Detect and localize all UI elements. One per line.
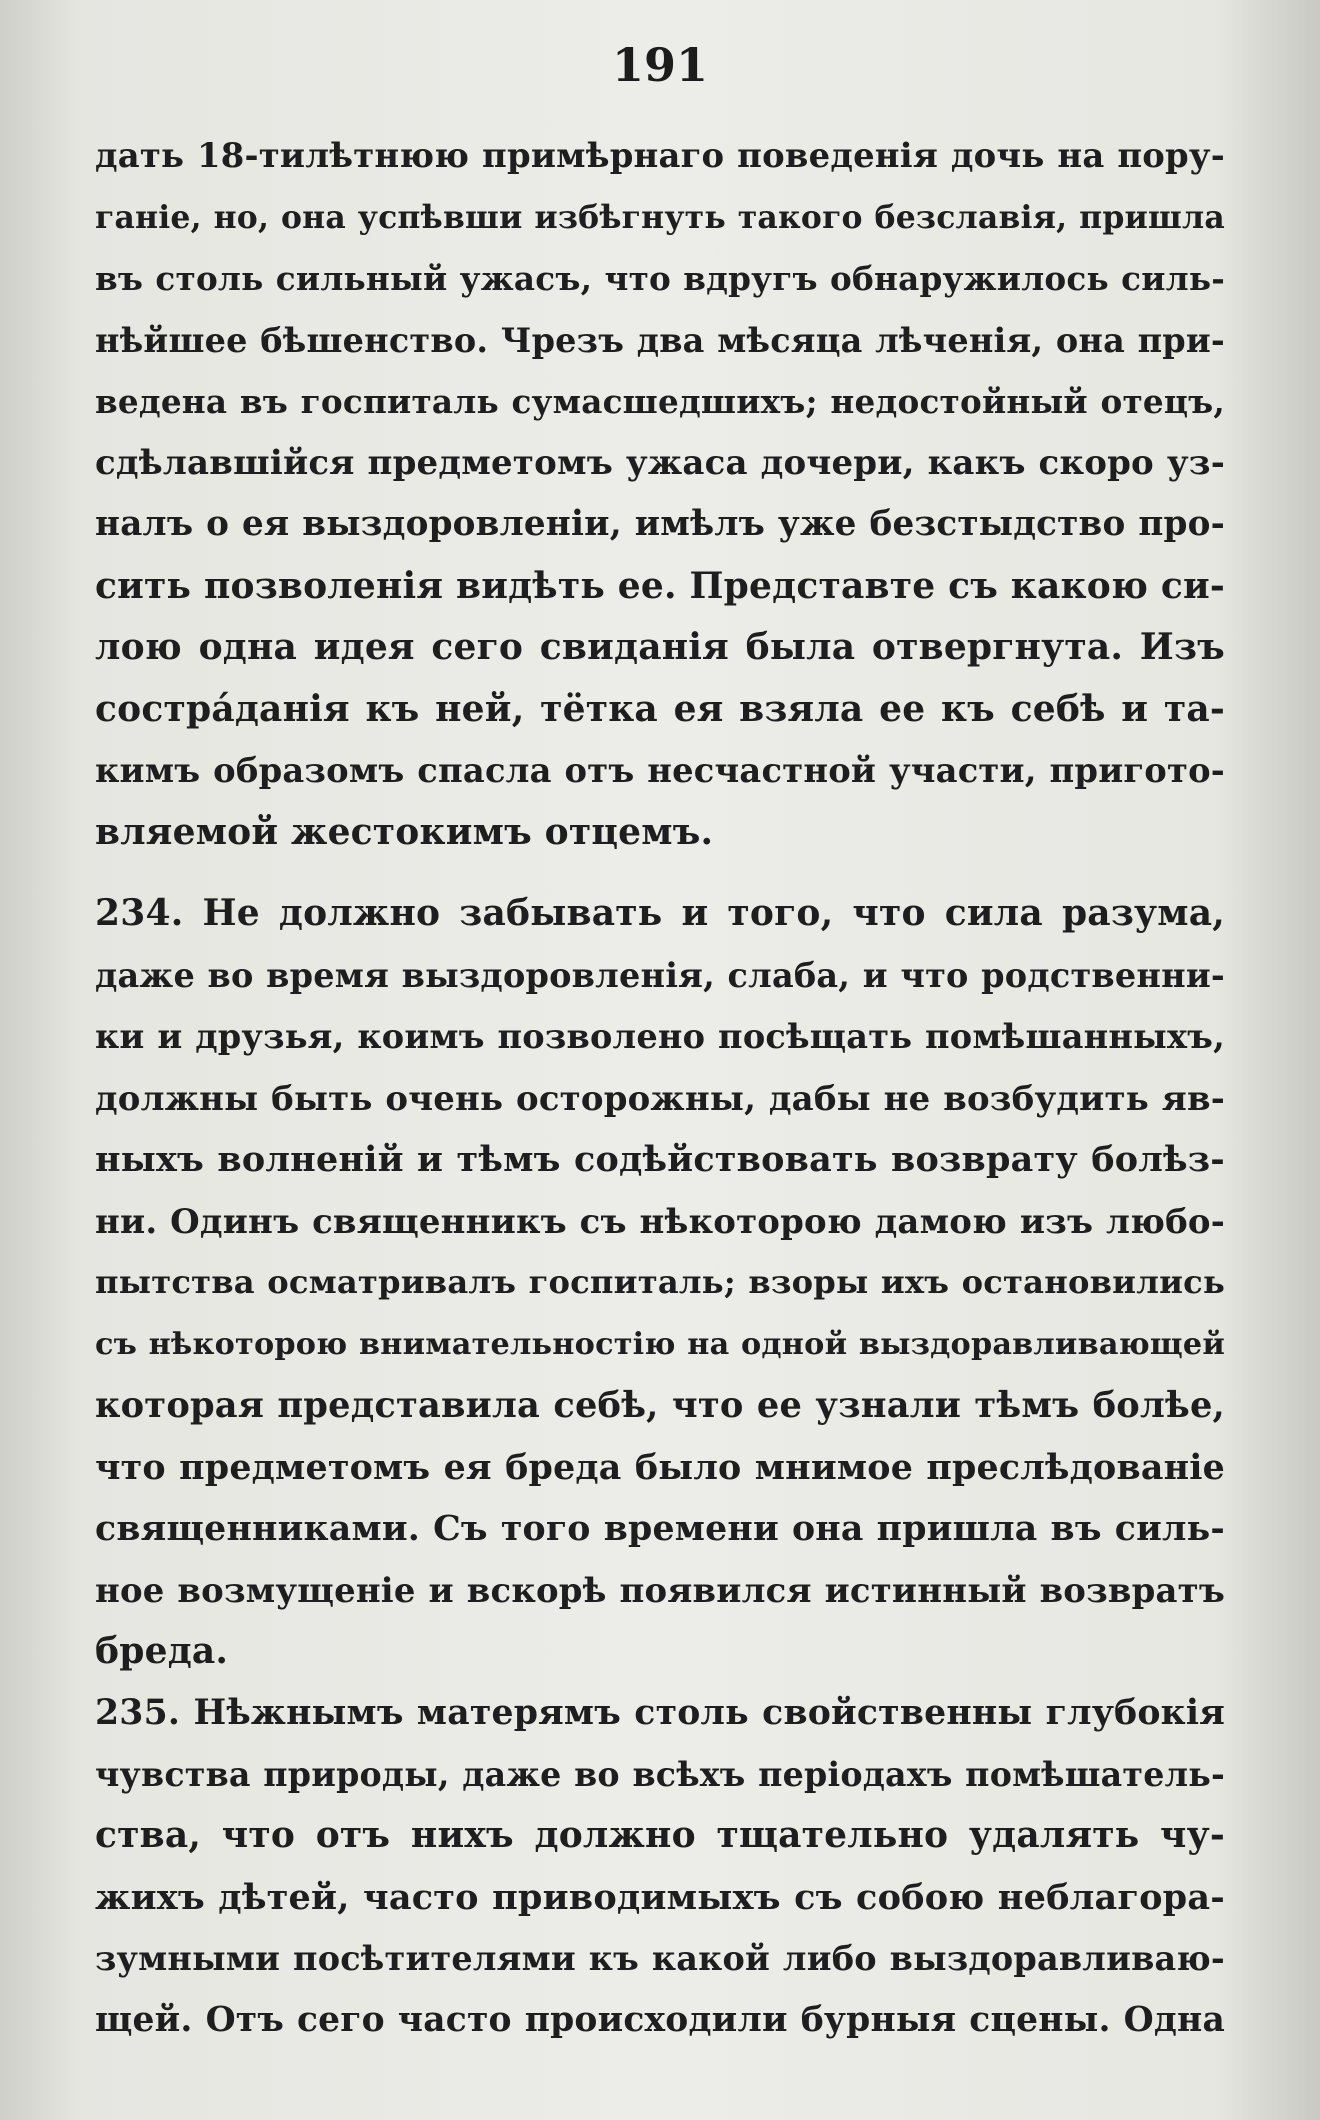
text-line: ныхъ волненій и тѣмъ содѣйствовать возврату болѣз- — [95, 1139, 1225, 1180]
text-line: щей. Отъ сего часто происходили бурныя сцены. Одна — [95, 1999, 1225, 2040]
text-line: кимъ образомъ спасла отъ несчастной участи, пригото- — [95, 750, 1225, 790]
text-line: бреда. — [95, 1630, 229, 1672]
text-line: жихъ дѣтей, часто приводимыхъ съ собою неблагора- — [95, 1876, 1225, 1918]
text-line: сострáданія къ ней, тётка ея взяла ее къ себѣ и та- — [95, 687, 1225, 730]
text-line: пытства осматривалъ госпиталь; взоры ихъ остановились — [95, 1263, 1225, 1301]
text-line: ки и друзья, коимъ позволено посѣщать помѣшанныхъ, — [95, 1016, 1225, 1056]
text-line: съ нѣкоторою внимательностію на одной выздоравливающей — [95, 1326, 1225, 1362]
text-line: чувства природы, даже во всѣхъ періодахъ помѣшатель- — [95, 1754, 1225, 1794]
text-line: даже во время выздоровленія, слаба, и что родственни- — [95, 955, 1225, 995]
paragraph-235 — [95, 1682, 1225, 2051]
text-line: что предметомъ ея бреда было мнимое преслѣдованіе — [95, 1446, 1225, 1488]
text-line: вляемой жестокимъ отцемъ. — [95, 810, 714, 853]
text-line: зумными посѣтителями къ какой либо выздоравливаю- — [95, 1939, 1225, 1978]
text-line: ганіе, но, она успѣвши избѣгнуть такого безславія, пришла — [95, 198, 1225, 236]
text-line: сить позволенія видѣть ее. Представте съ какою си- — [95, 564, 1225, 607]
text-line: священниками. Съ того времени она пришла въ силь- — [95, 1508, 1225, 1549]
paragraph-1 — [95, 125, 1225, 863]
text-line: дать 18-тилѣтнюю примѣрнаго поведенія дочь на пору- — [95, 135, 1225, 175]
text-line: нѣйшее бѣшенство. Чрезъ два мѣсяца лѣченія, она при- — [95, 320, 1225, 360]
text-line: должны быть очень осторожны, дабы не возбудить яв- — [95, 1077, 1225, 1118]
text-line: 234. Не должно забывать и того, что сила разума, — [95, 892, 1225, 934]
text-line: налъ о ея выздоровленіи, имѣлъ уже безстыдство про- — [95, 504, 1225, 544]
page-number: 191 — [611, 38, 709, 92]
text-line: 235. Нѣжнымъ матерямъ столь свойственны глубокія — [95, 1692, 1225, 1733]
text-line: въ столь сильный ужасъ, что вдругъ обнаружилось силь- — [95, 259, 1225, 298]
text-line: которая представила себѣ, что ее узнали тѣмъ болѣе, — [95, 1385, 1225, 1426]
paragraph-234 — [95, 883, 1225, 1683]
text-line: ведена въ госпиталь сумасшедшихъ; недостойный отецъ, — [95, 382, 1225, 421]
text-line: ни. Одинъ священникъ съ нѣкоторою дамою изъ любо- — [95, 1200, 1225, 1241]
text-line: сдѣлавшійся предметомъ ужаса дочери, какъ скоро уз- — [95, 442, 1225, 483]
text-line: ное возмущеніе и вскорѣ появился истинный возвратъ — [95, 1569, 1225, 1610]
text-line: ства, что отъ нихъ должно тщательно удалять чу- — [95, 1814, 1225, 1856]
text-line: лою одна идея сего свиданія была отвергнута. Изъ — [95, 626, 1225, 668]
